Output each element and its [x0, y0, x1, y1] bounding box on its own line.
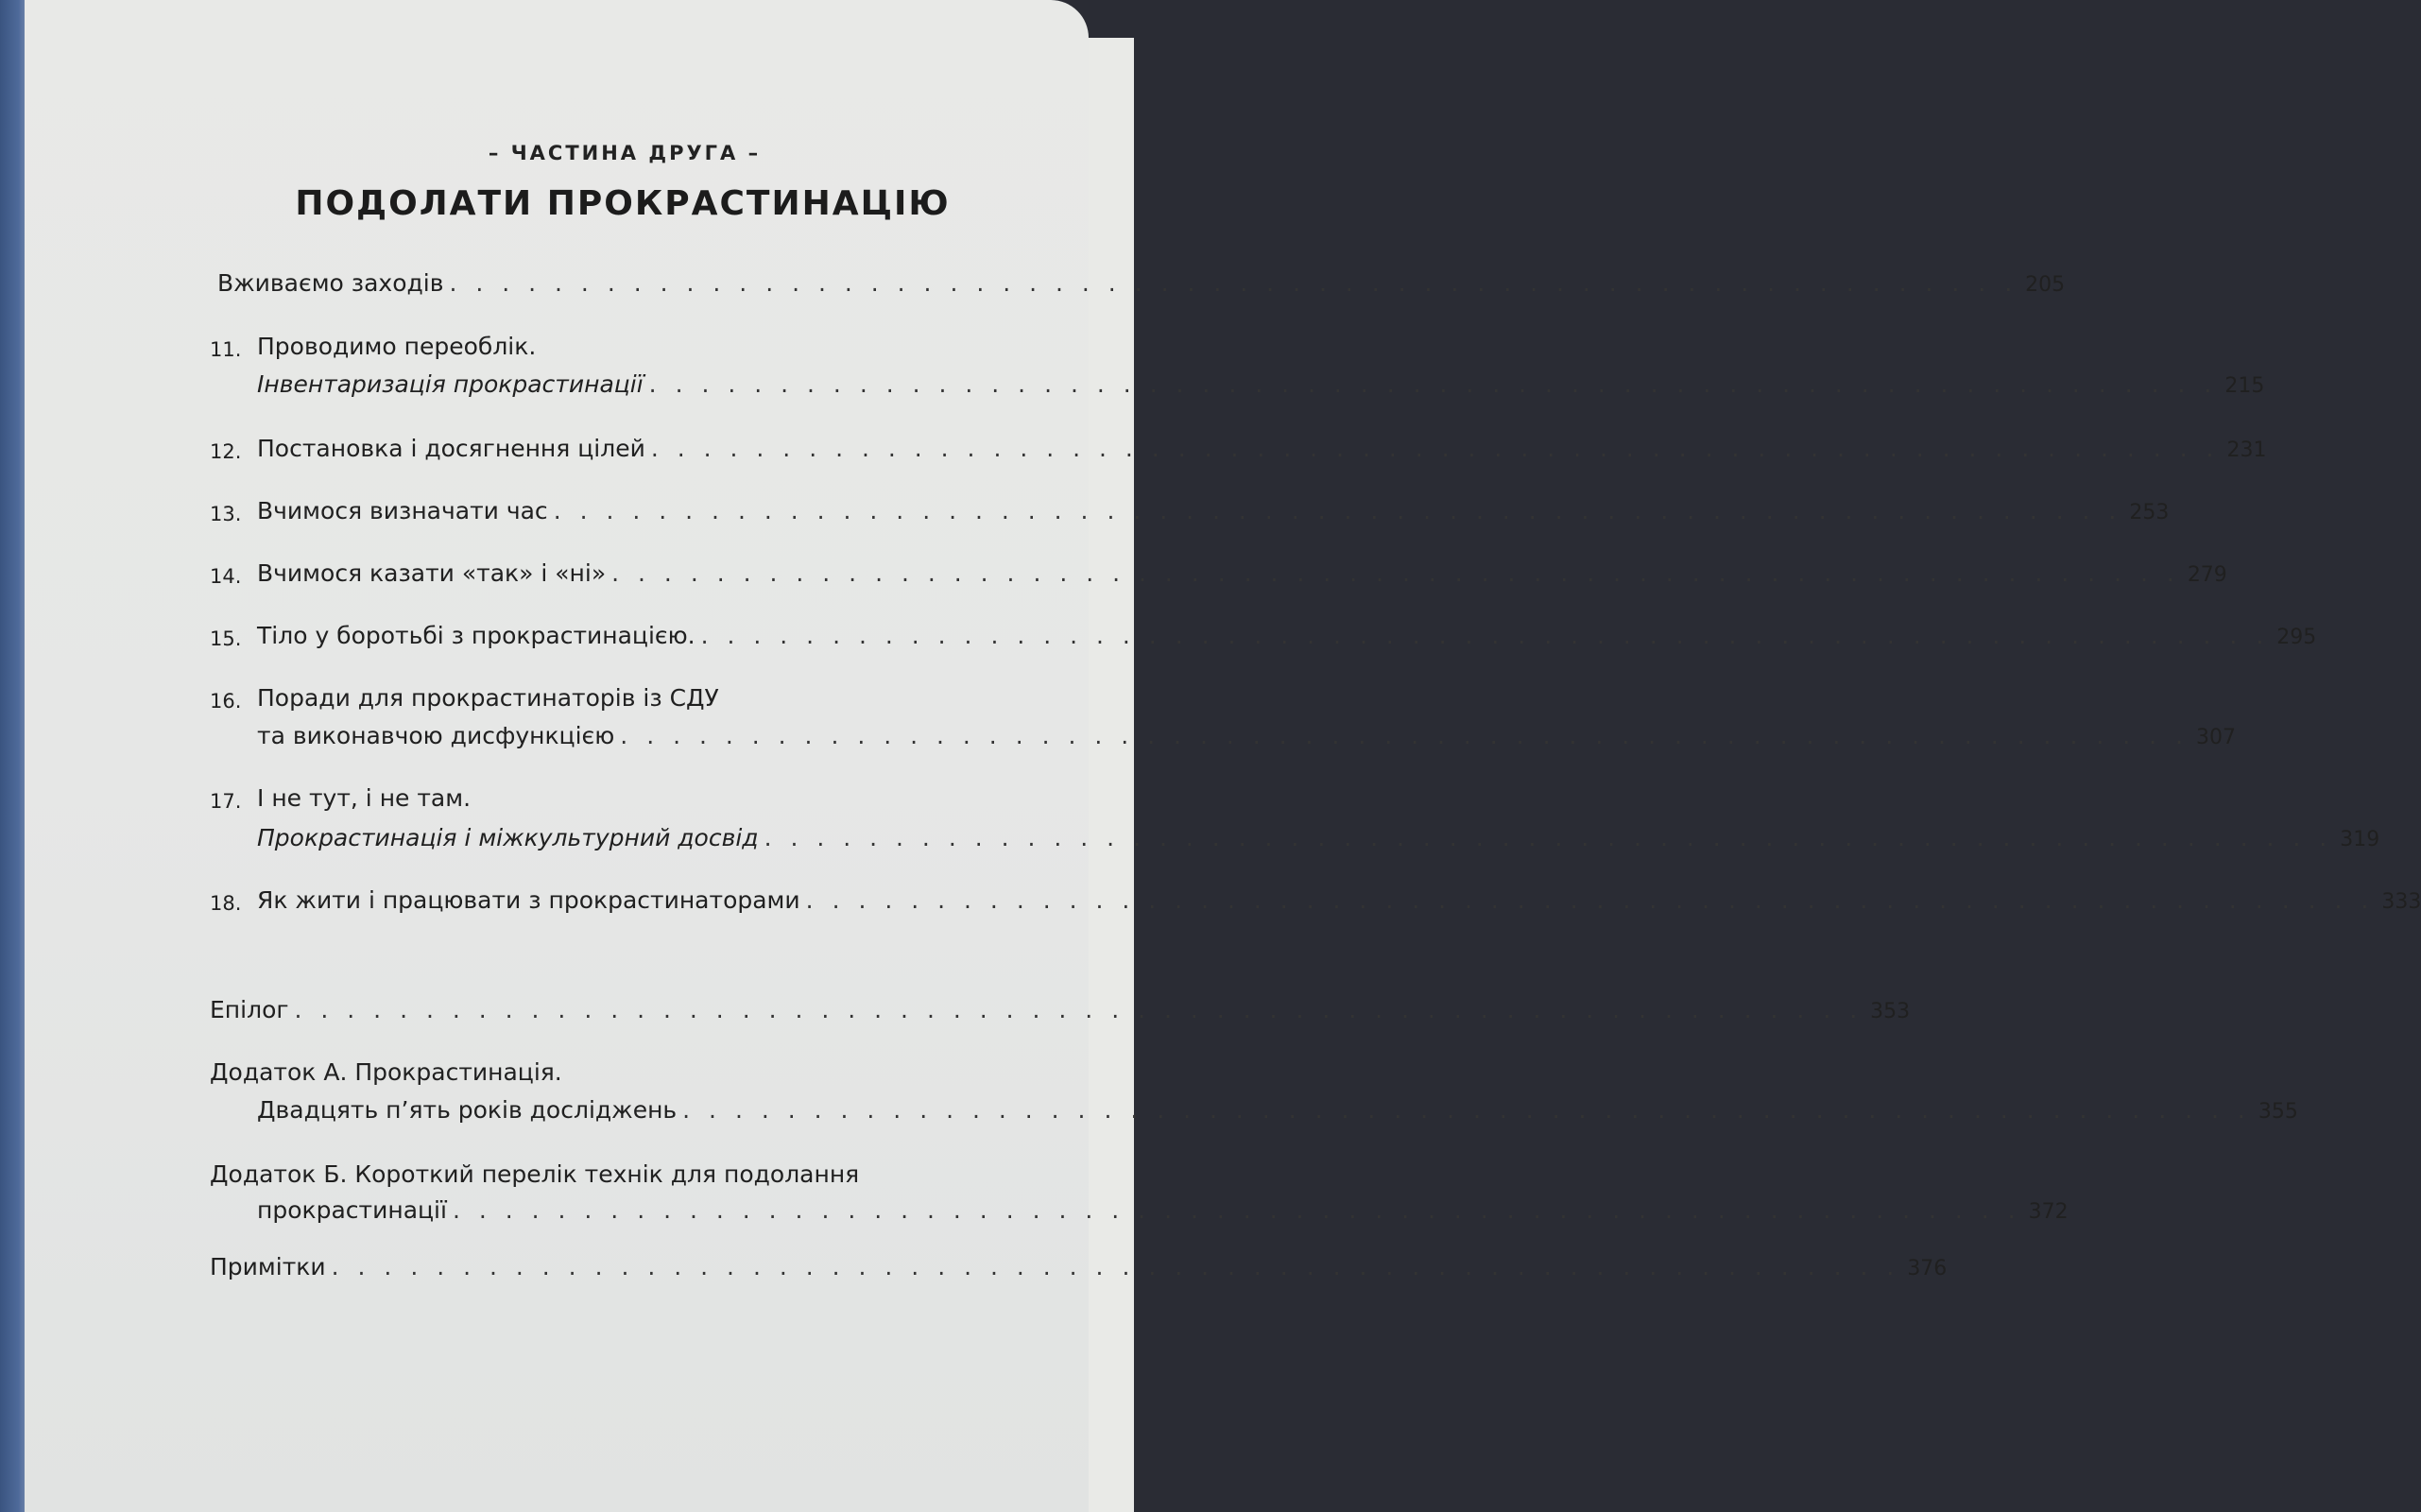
leader-dots: . . . . . . . . . . . . . . . . . . . . . . . . . . . . . . . . . . . . . . . . . . . . . . . . . . . . . . . . . . . . [682, 1096, 2251, 1124]
chapter-title: Постановка і досягнення цілей [257, 435, 645, 462]
leader-dots: . . . . . . . . . . . . . . . . . . . . . . . . . . . . . . . . . . . . . . . . . . . . . . . . . . . . . . . . . . . . [650, 435, 2220, 462]
toc-entry-chapter-15 [257, 622, 2317, 649]
appendix-subtitle: прокрастинації [257, 1196, 447, 1224]
chapter-number: 12. [210, 440, 242, 463]
toc-entry-chapter-18 [257, 886, 2421, 914]
page-number: 333 [2381, 890, 2421, 914]
chapter-number: 16. [210, 690, 242, 713]
chapter-number: 15. [210, 627, 242, 650]
appendix-b-title: Додаток Б. Короткий перелік технік для подолання [210, 1160, 860, 1188]
chapter-number: 18. [210, 892, 242, 915]
leader-dots: . . . . . . . . . . . . . . . . . . . . . . . . . . . . . . . . . . . . . . . . . . . . . . . . . . . . . . . . . . . . [553, 497, 2122, 524]
toc-entry-chapter-11 [257, 370, 2265, 398]
page-number: 279 [2187, 563, 2227, 587]
leader-dots: . . . . . . . . . . . . . . . . . . . . . . . . . . . . . . . . . . . . . . . . . . . . . . . . . . . . . . . . . . . . [452, 1196, 2021, 1224]
page-number: 215 [2224, 374, 2265, 398]
appendix-subtitle: Двадцять п’ять років досліджень [257, 1096, 678, 1124]
chapter-subtitle: Прокрастинація і міжкультурний досвід [257, 824, 759, 851]
chapter-title: Вчимося казати «так» і «ні» [257, 559, 607, 587]
page-number: 205 [2025, 273, 2066, 297]
chapter-subtitle: Інвентаризація прокрастинації [257, 370, 644, 398]
leader-dots: . . . . . . . . . . . . . . . . . . . . . . . . . . . . . . . . . . . . . . . . . . . . . . . . . . . . . . . . . . . . [611, 559, 2180, 587]
appendix-a-title: Додаток А. Прокрастинація. [210, 1058, 562, 1086]
toc-entry-chapter-14 [257, 559, 2227, 587]
toc-entry-epilogue [210, 996, 1911, 1023]
part-label: – ЧАСТИНА ДРУГА – [488, 142, 762, 164]
page-number: 231 [2226, 438, 2267, 462]
toc-entry-chapter-16 [257, 722, 2236, 749]
book-cover-edge [0, 0, 26, 1512]
page-number: 295 [2276, 626, 2317, 649]
page-number: 355 [2258, 1100, 2298, 1124]
toc-entry-chapter-17 [257, 824, 2380, 851]
chapter-subtitle: та виконавчою дисфункцією [257, 722, 615, 749]
chapter-title: І не тут, і не там. [257, 784, 472, 812]
leader-dots: . . . . . . . . . . . . . . . . . . . . . . . . . . . . . . . . . . . . . . . . . . . . . . . . . . . . . . . . . . . . [449, 269, 2018, 297]
page-number: 353 [1870, 1000, 1911, 1023]
chapter-number: 17. [210, 790, 242, 813]
leader-dots: . . . . . . . . . . . . . . . . . . . . . . . . . . . . . . . . . . . . . . . . . . . . . . . . . . . . . . . . . . . . [620, 722, 2189, 749]
entry-title: Примітки [210, 1253, 326, 1280]
chapter-title: Тіло у боротьбі з прокрастинацією. [257, 622, 695, 649]
leader-dots: . . . . . . . . . . . . . . . . . . . . . . . . . . . . . . . . . . . . . . . . . . . . . . . . . . . . . . . . . . . . [294, 996, 1863, 1023]
toc-entry-chapter-13 [257, 497, 2170, 524]
leader-dots: . . . . . . . . . . . . . . . . . . . . . . . . . . . . . . . . . . . . . . . . . . . . . . . . . . . . . . . . . . . . [764, 824, 2333, 851]
part-title: ПОДОЛАТИ ПРОКРАСТИНАЦІЮ [295, 184, 951, 223]
toc-entry-notes [210, 1253, 1948, 1280]
entry-title: Епілог [210, 996, 289, 1023]
toc-entry-appendix-b [257, 1196, 2069, 1224]
chapter-number: 14. [210, 565, 242, 588]
chapter-title: Проводимо переоблік. [257, 333, 537, 360]
toc-entry-taking-action: Вживаємо заходів . . . . . . . . . . . . . . . . . . . . . . . . . . . . . . . . . . . . . . . . . . . . . . . . . . . . . . . . . . . . 205 [217, 269, 2066, 297]
toc-entry-appendix-a [257, 1096, 2298, 1124]
page-number: 253 [2129, 501, 2170, 524]
book-page [25, 0, 2421, 1512]
chapter-title: Вчимося визначати час [257, 497, 548, 524]
chapter-number: 11. [210, 338, 242, 361]
toc-entry-chapter-12 [257, 435, 2267, 462]
chapter-title: Як жити і працювати з прокрастинаторами [257, 886, 800, 914]
chapter-number: 13. [210, 503, 242, 525]
leader-dots: . . . . . . . . . . . . . . . . . . . . . . . . . . . . . . . . . . . . . . . . . . . . . . . . . . . . . . . . . . . . [700, 622, 2270, 649]
leader-dots: . . . . . . . . . . . . . . . . . . . . . . . . . . . . . . . . . . . . . . . . . . . . . . . . . . . . . . . . . . . . [648, 370, 2218, 398]
page-number: 307 [2195, 726, 2236, 749]
page-number: 376 [1907, 1257, 1948, 1280]
page-number: 372 [2028, 1200, 2069, 1224]
page-number: 319 [2340, 828, 2380, 851]
leader-dots: . . . . . . . . . . . . . . . . . . . . . . . . . . . . . . . . . . . . . . . . . . . . . . . . . . . . . . . . . . . . [805, 886, 2375, 914]
leader-dots: . . . . . . . . . . . . . . . . . . . . . . . . . . . . . . . . . . . . . . . . . . . . . . . . . . . . . . . . . . . . [331, 1253, 1900, 1280]
chapter-title: Поради для прокрастинаторів із СДУ [257, 684, 719, 712]
